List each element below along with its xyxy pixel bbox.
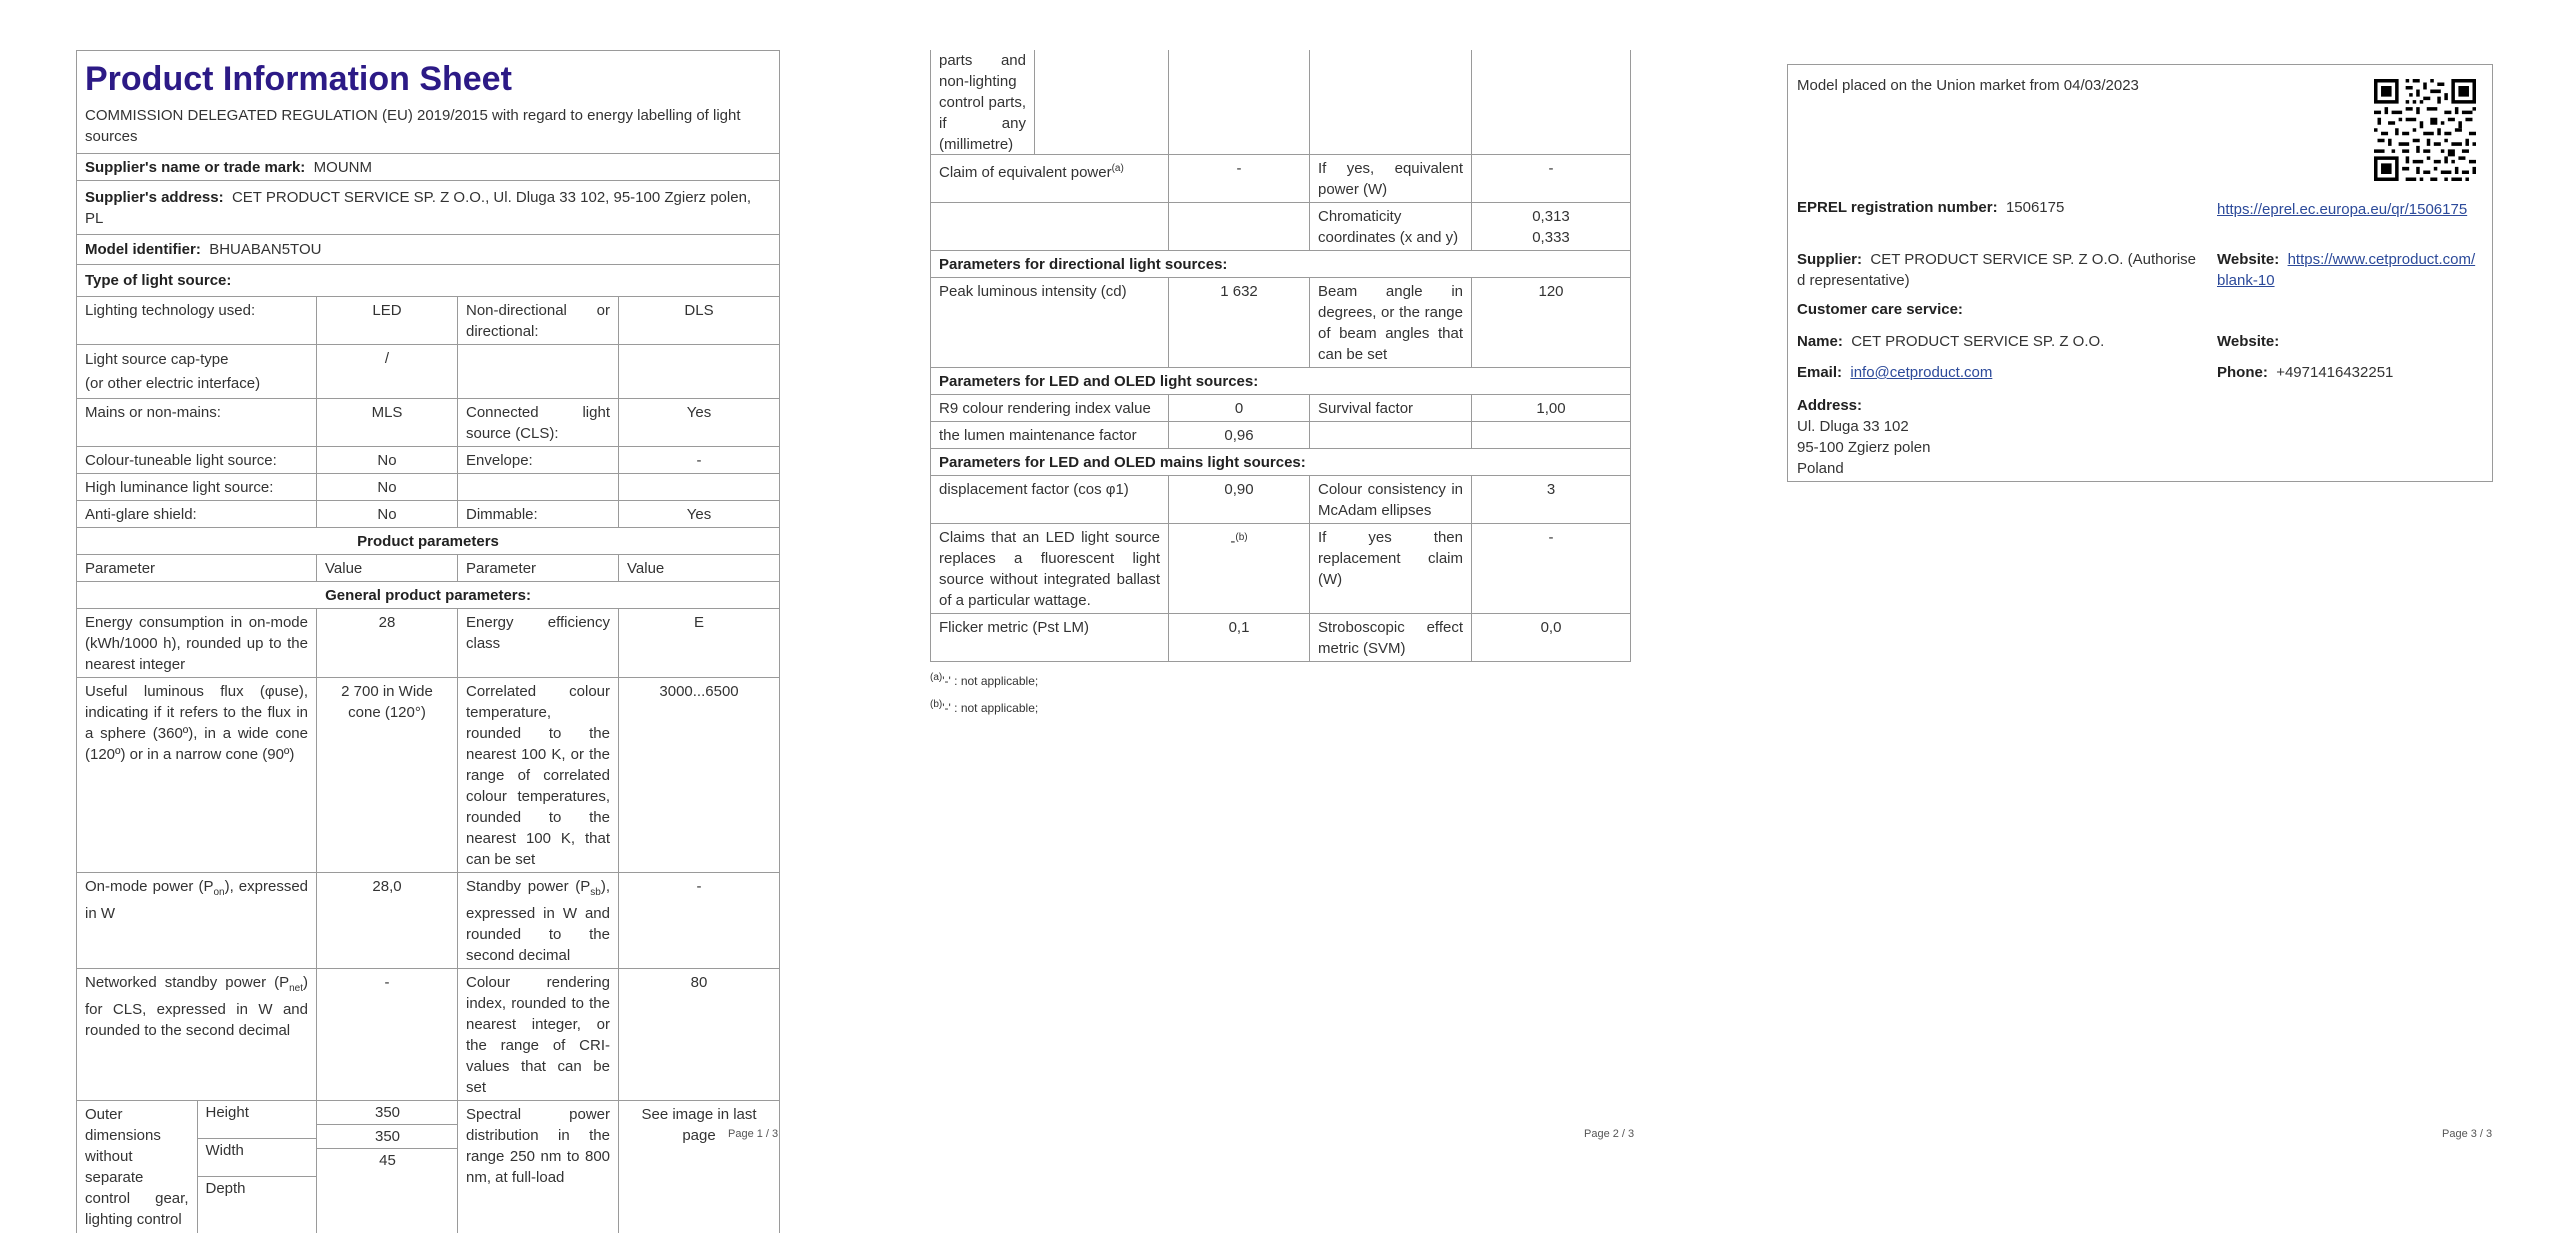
equiv-power-value: - [1169, 155, 1310, 203]
peak-intensity-label: Peak luminous intensity (cd) [931, 278, 1169, 368]
phone-label: Phone: [2217, 364, 2268, 381]
energy-consumption-label: Energy consumption in on-mode (kWh/1000 h), rounded up to the nearest integer [77, 609, 317, 678]
standby-sub: sb [590, 887, 601, 898]
empty-cell [1169, 50, 1310, 155]
website-row [2217, 249, 2479, 291]
page-2 [930, 50, 1630, 720]
colour-consistency-label: Colour consistency in McAdam ellipses [1310, 476, 1472, 524]
anti-glare-label: Anti-glare shield: [77, 501, 317, 528]
r9-label: R9 colour rendering index value [931, 395, 1169, 422]
net-standby-value: - [317, 969, 458, 1101]
envelope-label: Envelope: [458, 447, 619, 474]
page-title: Product Information Sheet [77, 51, 779, 101]
colour-tuneable-value: No [317, 447, 458, 474]
replacement-label: If yes then replacement claim (W) [1310, 524, 1472, 614]
empty-cell [1472, 50, 1631, 155]
standby-value: - [619, 873, 780, 969]
address-label: Address: [1797, 395, 1930, 416]
cap-type-value: / [317, 345, 458, 399]
claims-sup: (b) [1235, 532, 1247, 543]
lighting-tech-label: Lighting technology used: [77, 297, 317, 345]
eprel-link[interactable]: https://eprel.ec.europa.eu/qr/1506175 [2217, 199, 2479, 220]
qr-code-icon [2374, 79, 2476, 181]
lumen-maint-label: the lumen maintenance factor [931, 422, 1169, 449]
supplier-label: Supplier: [1797, 251, 1862, 268]
model-id-label: Model identifier: [85, 241, 201, 258]
model-id: BHUABAN5TOU [209, 241, 321, 258]
if-yes-equiv-value: - [1472, 155, 1631, 203]
dims-values-cell [317, 1101, 458, 1233]
cls-label: Connected light source (CLS): [458, 399, 619, 447]
col-value: Value [317, 555, 458, 582]
supplier-name-label: Supplier's name or trade mark: [85, 159, 305, 176]
regulation-text: COMMISSION DELEGATED REGULATION (EU) 2019/2015 with regard to energy labelling of light sources [77, 101, 779, 153]
page-footer: Page 1 / 3 [728, 1128, 778, 1140]
standby-label [458, 873, 619, 969]
eprel-label: EPREL registration number: [1797, 199, 1998, 216]
beam-angle-label: Beam angle in degrees, or the range of beam angles that can be set [1310, 278, 1472, 368]
col-parameter: Parameter [77, 555, 317, 582]
flicker-value: 0,1 [1169, 614, 1310, 662]
col-parameter: Parameter [458, 555, 619, 582]
empty-cell [1472, 422, 1631, 449]
supplier-address-row [77, 181, 780, 235]
on-power-label [77, 873, 317, 969]
page3-content [1788, 65, 2492, 481]
footnote-b [930, 693, 1630, 720]
lighting-tech-value: LED [317, 297, 458, 345]
envelope-value: - [619, 447, 780, 474]
empty-cell [1169, 203, 1310, 251]
chromaticity-x: 0,313 [1480, 206, 1622, 227]
cri-value: 80 [619, 969, 780, 1101]
model-id-row [77, 235, 780, 265]
supplier-name-row [77, 154, 780, 181]
empty-cell [1310, 422, 1472, 449]
high-lum-value: No [317, 474, 458, 501]
survival-value: 1,00 [1472, 395, 1631, 422]
supplier-address-label: Supplier's address: [85, 189, 224, 206]
footnote-a [930, 666, 1630, 693]
high-lum-label: High luminance light source: [77, 474, 317, 501]
if-yes-equiv-label: If yes, equivalent power (W) [1310, 155, 1472, 203]
general-heading: General product parameters: [77, 582, 780, 609]
displacement-value: 0,90 [1169, 476, 1310, 524]
equiv-power-sup: (a) [1112, 163, 1124, 174]
colour-consistency-value: 3 [1472, 476, 1631, 524]
email-row [1797, 364, 1992, 381]
energy-consumption-value: 28 [317, 609, 458, 678]
net-standby-sub: net [289, 983, 303, 994]
depth-value: 45 [317, 1149, 458, 1206]
footnotes [930, 666, 1630, 720]
displacement-label: displacement factor (cos φ1) [931, 476, 1169, 524]
col-value: Value [619, 555, 780, 582]
standby-label-b: ), expressed in W and rounded to the second decimal [466, 878, 610, 964]
claims-label: Claims that an LED light source replaces a fluorescent light source without integrated ballast of a particular wattage. [931, 524, 1169, 614]
directional-label: Non-directional or directional: [458, 297, 619, 345]
supplier-name: MOUNM [314, 159, 372, 176]
address-line-2: 95-100 Zgierz polen [1797, 437, 1930, 458]
depth-label: Depth [197, 1177, 317, 1233]
eprel-value: 1506175 [2006, 199, 2064, 216]
mains-label: Mains or non-mains: [77, 399, 317, 447]
dims-values-subtable [317, 1101, 458, 1205]
cri-label: Colour rendering index, rounded to the nearest integer, or the range of CRI-values that can be set [458, 969, 619, 1101]
stroboscopic-value: 0,0 [1472, 614, 1631, 662]
flicker-label: Flicker metric (Pst LM) [931, 614, 1169, 662]
supplier-address: CET PRODUCT SERVICE SP. Z O.O., Ul. Dluga 33 102, 95-100 Zgierz polen, PL [85, 189, 751, 227]
net-standby-label [77, 969, 317, 1101]
footnote-b-sup: (b) [930, 699, 942, 710]
outer-dim-label: Outer dimensions without separate control gear, lighting control [77, 1101, 197, 1233]
beam-angle-value: 120 [1472, 278, 1631, 368]
page-3 [1787, 64, 2493, 482]
spd-label: Spectral power distribution in the range 250 nm to 800 nm, at full-load [458, 1101, 619, 1233]
address-line-1: Ul. Dluga 33 102 [1797, 416, 1930, 437]
phone-row [2217, 364, 2393, 381]
empty-cell [619, 474, 780, 501]
anti-glare-value: No [317, 501, 458, 528]
cls-value: Yes [619, 399, 780, 447]
footnote-b-text: '-' : not applicable; [942, 701, 1038, 715]
eprel-row [1797, 199, 2064, 216]
spd-value: See image in last page [619, 1101, 780, 1233]
cap-type-label-line2: (or other electric interface) [85, 372, 308, 396]
height-value: 350 [317, 1101, 458, 1125]
lumen-maint-value: 0,96 [1169, 422, 1310, 449]
supplier-row [1797, 249, 2197, 291]
supplier-value: CET PRODUCT SERVICE SP. Z O.O. (Authorised representative) [1797, 251, 2196, 289]
footnote-a-sup: (a) [930, 672, 942, 683]
on-power-label-a: On-mode power (P [85, 878, 213, 895]
empty-cell [458, 474, 619, 501]
placed-on-market: Model placed on the Union market from 04/03/2023 [1797, 77, 2139, 94]
chromaticity-label: Chromaticity coordinates (x and y) [1310, 203, 1472, 251]
page-footer: Page 2 / 3 [1584, 1128, 1634, 1140]
footnote-a-text: '-' : not applicable; [942, 674, 1038, 688]
cct-value: 3000...6500 [619, 678, 780, 873]
website-link[interactable]: https://www.cetproduct.com/blank-10 [2217, 251, 2475, 289]
outer-dim-subtable [77, 1101, 317, 1233]
led-oled-mains-heading: Parameters for LED and OLED mains light sources: [931, 449, 1631, 476]
efficiency-class-value: E [619, 609, 780, 678]
survival-label: Survival factor [1310, 395, 1472, 422]
empty-cell [1310, 50, 1472, 155]
address-line-3: Poland [1797, 458, 1930, 479]
email-label: Email: [1797, 364, 1842, 381]
dimmable-value: Yes [619, 501, 780, 528]
claims-value [1169, 524, 1310, 614]
standby-label-a: Standby power (P [466, 878, 590, 895]
on-power-label-b: ), expressed in W [85, 878, 308, 922]
height-label: Height [197, 1101, 317, 1138]
dimmable-label: Dimmable: [458, 501, 619, 528]
replacement-value: - [1472, 524, 1631, 614]
phone-value: +4971416432251 [2276, 364, 2393, 381]
directional-value: DLS [619, 297, 780, 345]
name-row [1797, 333, 2104, 350]
cct-label: Correlated colour temperature, rounded to the nearest 100 K, or the range of correlated colour temperatures, rounded to the nearest 100 K, that can be set [458, 678, 619, 873]
r9-value: 0 [1169, 395, 1310, 422]
efficiency-class-label: Energy efficiency class [458, 609, 619, 678]
product-params-heading: Product parameters [77, 528, 780, 555]
peak-intensity-value: 1 632 [1169, 278, 1310, 368]
outer-dim-cell [77, 1101, 317, 1233]
equiv-power-label [931, 155, 1169, 203]
width-label: Width [197, 1138, 317, 1176]
website2-label: Website: [2217, 333, 2279, 350]
on-power-sub: on [213, 887, 224, 898]
name-label: Name: [1797, 333, 1843, 350]
directional-heading: Parameters for directional light sources: [931, 251, 1631, 278]
chromaticity-y: 0,333 [1480, 227, 1622, 248]
email-link[interactable]: info@cetproduct.com [1850, 364, 1992, 381]
claims-value-text: - [1230, 533, 1235, 550]
colour-tuneable-label: Colour-tuneable light source: [77, 447, 317, 474]
width-value: 350 [317, 1125, 458, 1149]
empty-cell [619, 345, 780, 399]
customer-care-heading: Customer care service: [1797, 301, 1963, 318]
name-value: CET PRODUCT SERVICE SP. Z O.O. [1851, 333, 2104, 350]
net-standby-label-b: ) for CLS, expressed in W and rounded to the second decimal [85, 974, 308, 1039]
chromaticity-value [1472, 203, 1631, 251]
page2-table [930, 50, 1631, 662]
product-info-table [76, 153, 780, 1233]
net-standby-label-a: Networked standby power (P [85, 974, 289, 991]
address-block [1797, 395, 1930, 479]
led-oled-heading: Parameters for LED and OLED light sources: [931, 368, 1631, 395]
cont-cell [931, 50, 1169, 155]
flux-label: Useful luminous flux (φuse), indicating if it refers to the flux in a sphere (360º), in a wide cone (120º) or in a narrow cone (90º) [77, 678, 317, 873]
mains-value: MLS [317, 399, 458, 447]
cap-type-label-line1: Light source cap-type [85, 348, 308, 372]
page-footer: Page 3 / 3 [2442, 1128, 2492, 1140]
equiv-power-label-text: Claim of equivalent power [939, 164, 1112, 181]
website-label: Website: [2217, 251, 2279, 268]
cont-label: parts and non-lighting control parts, if any (millimetre) [931, 50, 1035, 154]
type-heading: Type of light source: [77, 265, 780, 297]
empty-cell [931, 203, 1169, 251]
page-1 [76, 50, 780, 1121]
stroboscopic-label: Stroboscopic effect metric (SVM) [1310, 614, 1472, 662]
flux-value: 2 700 in Wide cone (120°) [317, 678, 458, 873]
empty-cell [458, 345, 619, 399]
cap-type-label [77, 345, 317, 399]
on-power-value: 28,0 [317, 873, 458, 969]
